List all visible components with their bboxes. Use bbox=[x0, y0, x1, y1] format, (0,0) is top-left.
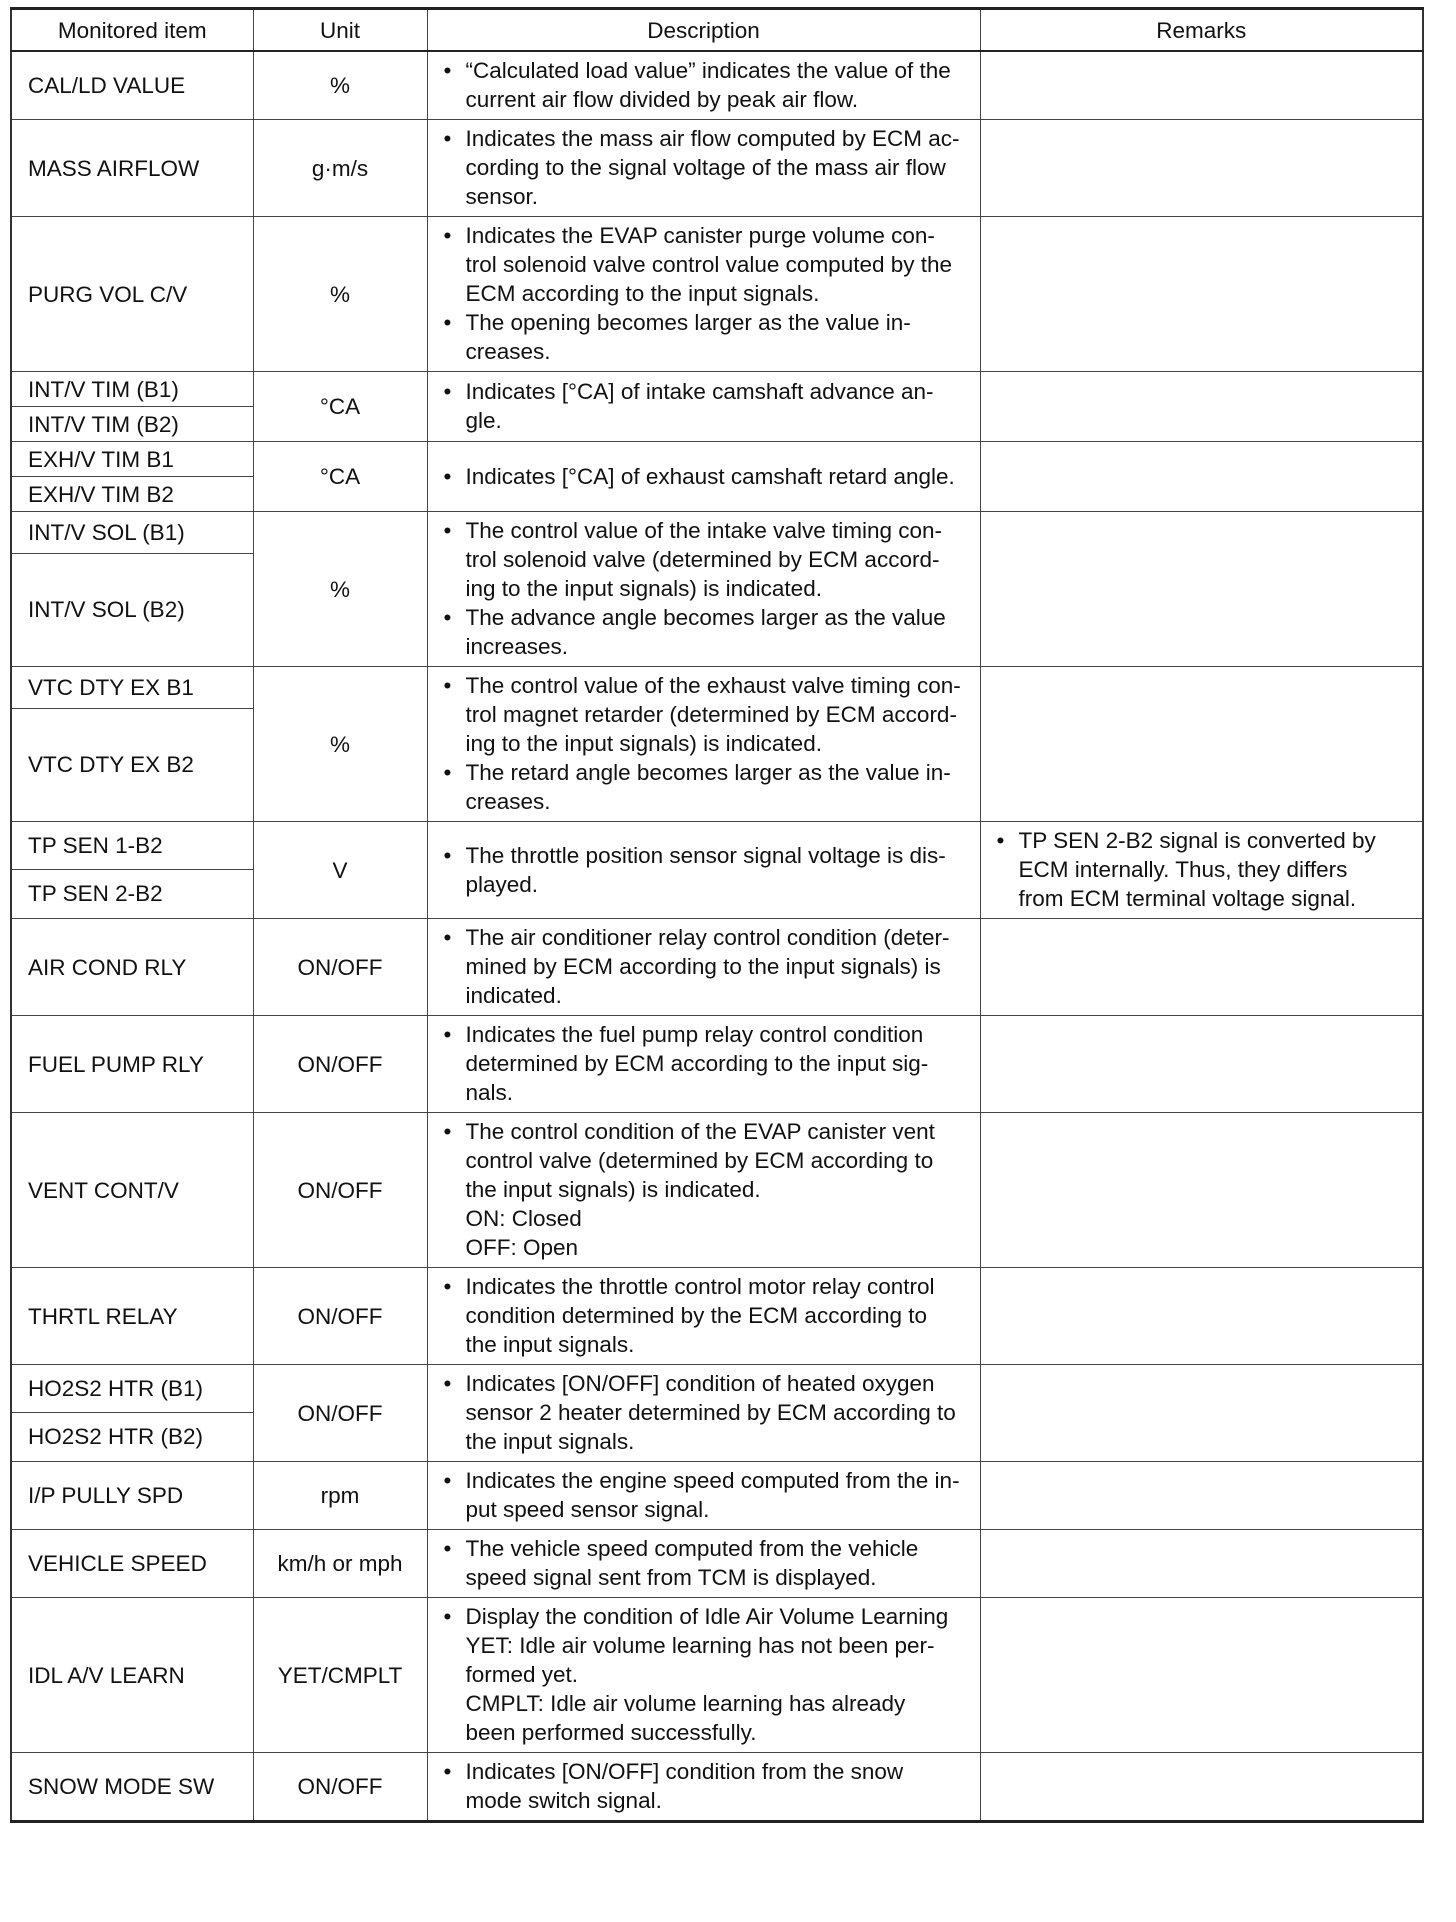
cell-unit: ON/OFF bbox=[253, 1268, 427, 1365]
table-row bbox=[11, 1462, 1423, 1530]
description-bullet bbox=[442, 603, 972, 661]
cell-remarks bbox=[980, 1530, 1423, 1598]
description-line: sensor 2 heater determined by ECM according to bbox=[465, 1400, 956, 1425]
description-line: • Indicates the EVAP canister purge volume con- bbox=[465, 223, 935, 248]
description-line: • “Calculated load value” indicates the value of the bbox=[465, 58, 951, 83]
description-bullets bbox=[442, 462, 972, 491]
description-bullets bbox=[442, 671, 972, 816]
description-line: creases. bbox=[465, 339, 551, 364]
description-line: OFF: Open bbox=[465, 1235, 579, 1260]
description-line: • Indicates the engine speed computed from the in- bbox=[465, 1468, 960, 1493]
description-line: current air flow divided by peak air flow. bbox=[465, 87, 859, 112]
description-line: trol solenoid valve control value computed by the bbox=[465, 252, 953, 277]
remarks-line: from ECM terminal voltage signal. bbox=[1018, 886, 1357, 911]
cell-unit: % bbox=[253, 51, 427, 120]
description-bullets bbox=[442, 1272, 972, 1359]
cell-remarks bbox=[980, 512, 1423, 667]
description-line: • The control value of the intake valve timing con- bbox=[465, 518, 942, 543]
description-line: ON: Closed bbox=[465, 1206, 582, 1231]
monitor-items-table bbox=[10, 7, 1424, 1823]
table-row bbox=[11, 1016, 1423, 1113]
cell-monitored-item: EXH/V TIM B1 bbox=[11, 442, 253, 477]
description-bullets bbox=[442, 1117, 972, 1262]
description-bullets bbox=[442, 1369, 972, 1456]
description-bullet bbox=[442, 1466, 972, 1524]
cell-unit: ON/OFF bbox=[253, 1113, 427, 1268]
cell-description bbox=[427, 1016, 980, 1113]
cell-unit: % bbox=[253, 217, 427, 372]
description-line: • The control value of the exhaust valve timing con- bbox=[465, 673, 961, 698]
description-line: condition determined by the ECM according to bbox=[465, 1303, 928, 1328]
description-line: formed yet. bbox=[465, 1662, 579, 1687]
description-line: sensor. bbox=[465, 184, 539, 209]
cell-unit: km/h or mph bbox=[253, 1530, 427, 1598]
cell-unit: ON/OFF bbox=[253, 919, 427, 1016]
cell-description bbox=[427, 1113, 980, 1268]
cell-description bbox=[427, 120, 980, 217]
description-bullets bbox=[442, 221, 972, 366]
description-line: played. bbox=[465, 871, 539, 897]
description-line: nals. bbox=[465, 1080, 514, 1105]
cell-description bbox=[427, 217, 980, 372]
description-bullet bbox=[442, 1020, 972, 1107]
table-row bbox=[11, 372, 1423, 407]
description-bullet bbox=[442, 516, 972, 603]
cell-remarks bbox=[980, 372, 1423, 442]
cell-remarks bbox=[980, 51, 1423, 120]
description-line: creases. bbox=[465, 789, 551, 814]
remarks-bullets bbox=[995, 826, 1415, 913]
cell-monitored-item: AIR COND RLY bbox=[11, 919, 253, 1016]
description-bullet bbox=[442, 1757, 972, 1815]
description-bullet bbox=[442, 377, 972, 435]
cell-unit: ON/OFF bbox=[253, 1016, 427, 1113]
cell-monitored-item: INT/V SOL (B1) bbox=[11, 512, 253, 554]
description-bullets bbox=[442, 841, 972, 899]
cell-description bbox=[427, 1462, 980, 1530]
description-bullet bbox=[442, 1534, 972, 1592]
cell-description bbox=[427, 1365, 980, 1462]
description-line: • Indicates [ON/OFF] condition from the snow bbox=[465, 1759, 904, 1784]
description-line: indicated. bbox=[465, 983, 562, 1008]
cell-description bbox=[427, 667, 980, 822]
cell-unit: ON/OFF bbox=[253, 1753, 427, 1822]
description-bullets bbox=[442, 1602, 972, 1747]
description-bullets bbox=[442, 1020, 972, 1107]
cell-remarks bbox=[980, 1268, 1423, 1365]
cell-remarks bbox=[980, 1113, 1423, 1268]
cell-unit: °CA bbox=[253, 372, 427, 442]
table-body bbox=[11, 51, 1423, 1822]
cell-monitored-item: TP SEN 1-B2 bbox=[11, 822, 253, 870]
description-bullet bbox=[442, 56, 972, 114]
description-line: ing to the input signals) is indicated. bbox=[465, 576, 822, 601]
cell-monitored-item: INT/V TIM (B2) bbox=[11, 407, 253, 442]
table-row bbox=[11, 217, 1423, 372]
cell-monitored-item: THRTL RELAY bbox=[11, 1268, 253, 1365]
cell-monitored-item: CAL/LD VALUE bbox=[11, 51, 253, 120]
cell-description bbox=[427, 372, 980, 442]
description-line: the input signals. bbox=[465, 1429, 635, 1454]
description-bullets bbox=[442, 1466, 972, 1524]
header-monitored-item: Monitored item bbox=[11, 9, 253, 52]
cell-monitored-item: PURG VOL C/V bbox=[11, 217, 253, 372]
header-description: Description bbox=[427, 9, 980, 52]
table-row bbox=[11, 51, 1423, 120]
description-line: control valve (determined by ECM according to bbox=[465, 1148, 934, 1173]
description-bullets bbox=[442, 1757, 972, 1815]
table-row bbox=[11, 1365, 1423, 1413]
table-row bbox=[11, 1268, 1423, 1365]
table-row bbox=[11, 919, 1423, 1016]
cell-monitored-item: INT/V SOL (B2) bbox=[11, 553, 253, 666]
description-line: the input signals. bbox=[465, 1332, 635, 1357]
cell-remarks bbox=[980, 1753, 1423, 1822]
cell-description bbox=[427, 442, 980, 512]
description-line: • The air conditioner relay control condition (deter- bbox=[465, 925, 950, 950]
description-line: • Indicates the mass air flow computed by ECM ac- bbox=[465, 126, 960, 151]
description-line: • Indicates the fuel pump relay control condition bbox=[465, 1022, 924, 1047]
cell-description bbox=[427, 512, 980, 667]
description-line: trol solenoid valve (determined by ECM accord- bbox=[465, 547, 940, 572]
table-row bbox=[11, 822, 1423, 870]
description-bullets bbox=[442, 377, 972, 435]
cell-unit: ON/OFF bbox=[253, 1365, 427, 1462]
cell-monitored-item: TP SEN 2-B2 bbox=[11, 869, 253, 918]
cell-monitored-item: HO2S2 HTR (B1) bbox=[11, 1365, 253, 1413]
cell-remarks bbox=[980, 1365, 1423, 1462]
description-bullets bbox=[442, 124, 972, 211]
description-line: CMPLT: Idle air volume learning has already bbox=[465, 1691, 906, 1716]
cell-monitored-item: MASS AIRFLOW bbox=[11, 120, 253, 217]
description-bullet bbox=[442, 1272, 972, 1359]
description-line: • The vehicle speed computed from the vehicle bbox=[465, 1536, 919, 1561]
table-row bbox=[11, 667, 1423, 709]
cell-description bbox=[427, 1530, 980, 1598]
description-bullet bbox=[442, 1602, 972, 1747]
description-bullet bbox=[442, 923, 972, 1010]
table-row bbox=[11, 1113, 1423, 1268]
description-line: • Indicates [°CA] of intake camshaft advance an- bbox=[465, 379, 934, 404]
table-row bbox=[11, 512, 1423, 554]
description-line: • The advance angle becomes larger as the value bbox=[465, 605, 946, 630]
cell-unit: V bbox=[253, 822, 427, 919]
table-row bbox=[11, 442, 1423, 477]
remarks-line: • TP SEN 2-B2 signal is converted by bbox=[1018, 828, 1376, 853]
remarks-bullet bbox=[995, 826, 1415, 913]
description-bullet bbox=[442, 221, 972, 308]
description-bullet bbox=[442, 758, 972, 816]
description-line: put speed sensor signal. bbox=[465, 1497, 710, 1522]
description-bullet bbox=[442, 1369, 972, 1456]
cell-monitored-item: HO2S2 HTR (B2) bbox=[11, 1412, 253, 1461]
description-line: the input signals) is indicated. bbox=[465, 1177, 761, 1202]
description-line: ECM according to the input signals. bbox=[465, 281, 820, 306]
description-bullet bbox=[442, 462, 972, 491]
description-bullets bbox=[442, 923, 972, 1010]
cell-monitored-item: VEHICLE SPEED bbox=[11, 1530, 253, 1598]
table-row bbox=[11, 120, 1423, 217]
cell-unit: YET/CMPLT bbox=[253, 1598, 427, 1753]
cell-unit: % bbox=[253, 667, 427, 822]
cell-unit: °CA bbox=[253, 442, 427, 512]
cell-description bbox=[427, 919, 980, 1016]
cell-remarks bbox=[980, 1462, 1423, 1530]
cell-remarks bbox=[980, 217, 1423, 372]
description-bullet bbox=[442, 124, 972, 211]
header-unit: Unit bbox=[253, 9, 427, 52]
cell-remarks bbox=[980, 1016, 1423, 1113]
cell-unit: g·m/s bbox=[253, 120, 427, 217]
description-line: mined by ECM according to the input signals) is bbox=[465, 954, 941, 979]
description-bullets bbox=[442, 516, 972, 661]
cell-description bbox=[427, 1598, 980, 1753]
description-line: • The throttle position sensor signal voltage is dis- bbox=[465, 842, 946, 868]
description-bullets bbox=[442, 1534, 972, 1592]
cell-monitored-item: VENT CONT/V bbox=[11, 1113, 253, 1268]
cell-description bbox=[427, 1268, 980, 1365]
cell-monitored-item: IDL A/V LEARN bbox=[11, 1598, 253, 1753]
description-line: gle. bbox=[465, 408, 502, 433]
description-bullet bbox=[442, 841, 972, 899]
cell-unit: rpm bbox=[253, 1462, 427, 1530]
cell-monitored-item: INT/V TIM (B1) bbox=[11, 372, 253, 407]
cell-remarks bbox=[980, 919, 1423, 1016]
description-line: mode switch signal. bbox=[465, 1788, 662, 1813]
cell-monitored-item: FUEL PUMP RLY bbox=[11, 1016, 253, 1113]
table-row bbox=[11, 1598, 1423, 1753]
cell-remarks bbox=[980, 822, 1423, 919]
cell-unit: % bbox=[253, 512, 427, 667]
description-line: cording to the signal voltage of the mass air flow bbox=[465, 155, 946, 180]
table-row bbox=[11, 1753, 1423, 1822]
cell-remarks bbox=[980, 667, 1423, 822]
cell-monitored-item: VTC DTY EX B2 bbox=[11, 708, 253, 821]
table-row bbox=[11, 1530, 1423, 1598]
description-line: • Indicates [°CA] of exhaust camshaft retard angle. bbox=[465, 463, 955, 489]
cell-remarks bbox=[980, 442, 1423, 512]
description-line: been performed successfully. bbox=[465, 1720, 757, 1745]
cell-monitored-item: I/P PULLY SPD bbox=[11, 1462, 253, 1530]
description-line: increases. bbox=[465, 634, 569, 659]
description-line: • Display the condition of Idle Air Volume Learning bbox=[465, 1604, 949, 1629]
header-remarks: Remarks bbox=[980, 9, 1423, 52]
cell-monitored-item: SNOW MODE SW bbox=[11, 1753, 253, 1822]
cell-monitored-item: EXH/V TIM B2 bbox=[11, 477, 253, 512]
description-line: • The retard angle becomes larger as the value in- bbox=[465, 760, 951, 785]
description-line: • Indicates the throttle control motor relay control bbox=[465, 1274, 935, 1299]
cell-remarks bbox=[980, 1598, 1423, 1753]
description-bullet bbox=[442, 671, 972, 758]
description-line: speed signal sent from TCM is displayed. bbox=[465, 1565, 877, 1590]
description-line: • Indicates [ON/OFF] condition of heated oxygen bbox=[465, 1371, 935, 1396]
cell-description bbox=[427, 1753, 980, 1822]
cell-monitored-item: VTC DTY EX B1 bbox=[11, 667, 253, 709]
cell-description bbox=[427, 822, 980, 919]
remarks-line: ECM internally. Thus, they differs bbox=[1018, 857, 1348, 882]
description-line: YET: Idle air volume learning has not been per- bbox=[465, 1633, 935, 1658]
cell-description bbox=[427, 51, 980, 120]
description-bullets bbox=[442, 56, 972, 114]
description-line: determined by ECM according to the input sig- bbox=[465, 1051, 929, 1076]
description-line: ing to the input signals) is indicated. bbox=[465, 731, 822, 756]
description-bullet bbox=[442, 308, 972, 366]
table-header-row bbox=[11, 9, 1423, 52]
cell-remarks bbox=[980, 120, 1423, 217]
description-line: trol magnet retarder (determined by ECM accord- bbox=[465, 702, 957, 727]
description-line: • The opening becomes larger as the value in- bbox=[465, 310, 911, 335]
description-line: • The control condition of the EVAP canister vent bbox=[465, 1119, 935, 1144]
description-bullet bbox=[442, 1117, 972, 1262]
